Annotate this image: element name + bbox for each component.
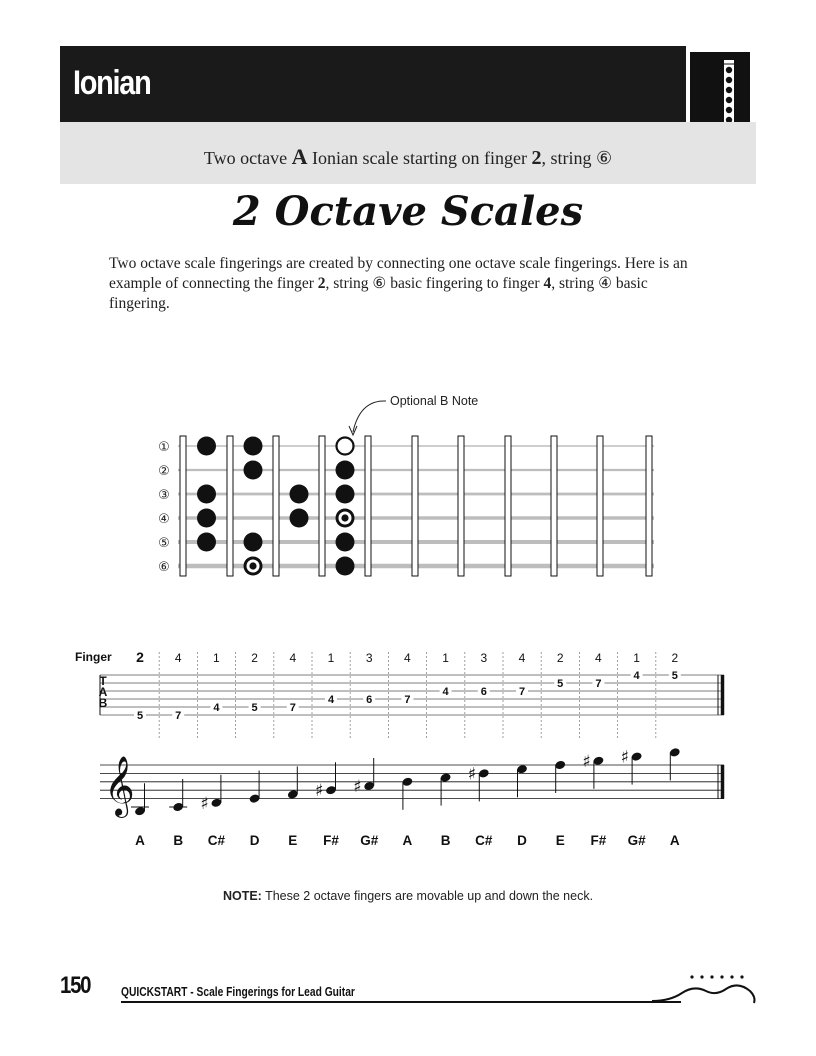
note-name: E [555, 833, 565, 848]
root-dot-center [249, 562, 256, 569]
optional-dot [337, 438, 354, 455]
string-label: ④ [158, 512, 170, 527]
subtitle-text: Ionian scale starting on finger [307, 148, 532, 168]
intro-paragraph [109, 254, 709, 314]
finger-number: 2 [136, 649, 144, 665]
note-label: NOTE: [222, 889, 262, 903]
tab-fret-number: 7 [175, 710, 182, 722]
sharp-icon: ♯ [467, 764, 477, 785]
note-name: B [440, 833, 451, 848]
finger-dot [290, 485, 309, 504]
finger-dot [244, 437, 263, 456]
note-name: A [669, 833, 680, 848]
finger-number: 4 [289, 651, 297, 665]
tab-fret-number: 7 [595, 678, 602, 690]
fret-wire [180, 436, 186, 576]
subtitle-text: , string ⑥ [541, 148, 613, 168]
finger-number: 1 [442, 651, 449, 665]
finger-dot [197, 485, 216, 504]
fret-wire [273, 436, 279, 576]
finger-row-label: Finger [75, 650, 112, 664]
finger-number: 1 [327, 651, 335, 665]
subtitle-key: A [291, 144, 308, 169]
string-label: ⑤ [158, 536, 170, 551]
tab-fret-number: 4 [442, 686, 449, 698]
string-label: ① [158, 440, 170, 455]
finger-number: 4 [174, 651, 182, 665]
finger-dot [336, 557, 355, 576]
note-name: A [402, 833, 413, 848]
finger-number: 1 [213, 651, 220, 665]
guitar-outline-icon [650, 965, 760, 1010]
fret-wire [646, 436, 652, 576]
page-number: 150 [60, 972, 91, 999]
finger-dot [336, 533, 355, 552]
footnote [60, 889, 756, 903]
finger-number: 4 [595, 651, 602, 665]
optional-note-annotation: Optional B Note [390, 394, 479, 408]
finger-dot [197, 509, 216, 528]
fret-wire [365, 436, 371, 576]
finger-number: 2 [556, 651, 564, 665]
tab-letter: B [98, 696, 108, 710]
tab-letter: T [99, 674, 107, 688]
note-name: F# [323, 833, 339, 848]
note-name: C# [475, 833, 493, 848]
tab-fret-number: 4 [327, 694, 335, 706]
note-name: F# [590, 833, 607, 848]
tab-fret-number: 5 [251, 702, 258, 714]
sharp-icon: ♯ [200, 793, 209, 814]
note-name: D [517, 833, 527, 848]
sharp-icon: ♯ [582, 751, 591, 772]
tab-columns [134, 649, 681, 738]
finger-number: 3 [480, 651, 488, 665]
note-name: C# [207, 833, 226, 848]
fret-wire [505, 436, 511, 576]
tab-fret-number: 5 [671, 670, 678, 682]
finger-number: 1 [633, 651, 640, 665]
fretboard-frets [180, 436, 652, 576]
finger-dot [244, 461, 263, 480]
finger-dot [197, 533, 216, 552]
header-bar [60, 46, 686, 122]
fret-wire [412, 436, 418, 576]
tab-fret-number: 7 [404, 694, 411, 706]
fret-wire [551, 436, 557, 576]
tab-fret-number: 5 [557, 678, 564, 690]
scale-subtitle [60, 144, 756, 170]
tab-staff [0, 640, 816, 750]
finger-number: 3 [365, 651, 373, 665]
note-name: G# [627, 833, 646, 848]
tab-letters [99, 674, 108, 710]
page-title: Ionian [73, 64, 151, 102]
finger-dot [197, 437, 216, 456]
fret-wire [319, 436, 325, 576]
treble-clef-icon: 𝄞 [104, 756, 135, 816]
fret-wire [458, 436, 464, 576]
intro-text: Two octave scale fingerings are created by connecting one octave scale fingerings. Here is an example of connecting the finger [109, 255, 688, 292]
notation-staff [0, 745, 816, 855]
finger-dot [336, 461, 355, 480]
note-name: G# [360, 833, 379, 848]
finger-dot [290, 509, 309, 528]
string-label: ⑥ [158, 560, 170, 575]
finger-number: 2 [251, 651, 258, 665]
note-name: A [135, 833, 145, 848]
tab-fret-number: 7 [289, 702, 296, 714]
fretboard-diagram [0, 380, 816, 580]
intro-finger: 4 [543, 275, 552, 292]
note-name: E [288, 833, 298, 848]
string-labels [158, 440, 170, 575]
tab-fret-number: 4 [633, 670, 640, 682]
note-name: D [249, 833, 260, 848]
intro-finger: 2 [317, 275, 326, 292]
book-title: QUICKSTART - Scale Fingerings for Lead Guitar [121, 985, 355, 999]
string-label: ③ [158, 488, 170, 503]
fret-wire [227, 436, 233, 576]
section-title: 2 Octave Scales [232, 188, 584, 235]
intro-text: , string ⑥ basic fingering to finger [325, 275, 544, 292]
sharp-icon: ♯ [620, 747, 629, 768]
note-names [135, 833, 680, 848]
note-name: B [173, 833, 184, 848]
tab-fret-number: 5 [136, 710, 144, 722]
string-label: ② [158, 464, 170, 479]
tab-letter: A [98, 685, 108, 699]
subtitle-text: Two octave [203, 148, 292, 168]
note-text: These 2 octave fingers are movable up and down the neck. [261, 889, 594, 903]
sharp-icon: ♯ [315, 781, 324, 802]
fret-wire [597, 436, 603, 576]
annotation-arrow [353, 401, 386, 432]
finger-number: 2 [671, 651, 679, 665]
intro-text: , string ④ basic fingering. [109, 275, 648, 312]
finger-dot [336, 485, 355, 504]
tab-fret-number: 6 [480, 686, 487, 698]
finger-number: 4 [518, 651, 526, 665]
tab-fret-number: 4 [213, 702, 220, 714]
subtitle-finger: 2 [531, 147, 542, 169]
finger-dot [244, 533, 263, 552]
root-dot-center [341, 514, 348, 521]
tab-fret-number: 7 [518, 686, 526, 698]
footer-rule [121, 1001, 681, 1003]
sharp-icon: ♯ [353, 777, 362, 797]
finger-number: 4 [404, 651, 411, 665]
tab-fret-number: 6 [366, 694, 373, 706]
